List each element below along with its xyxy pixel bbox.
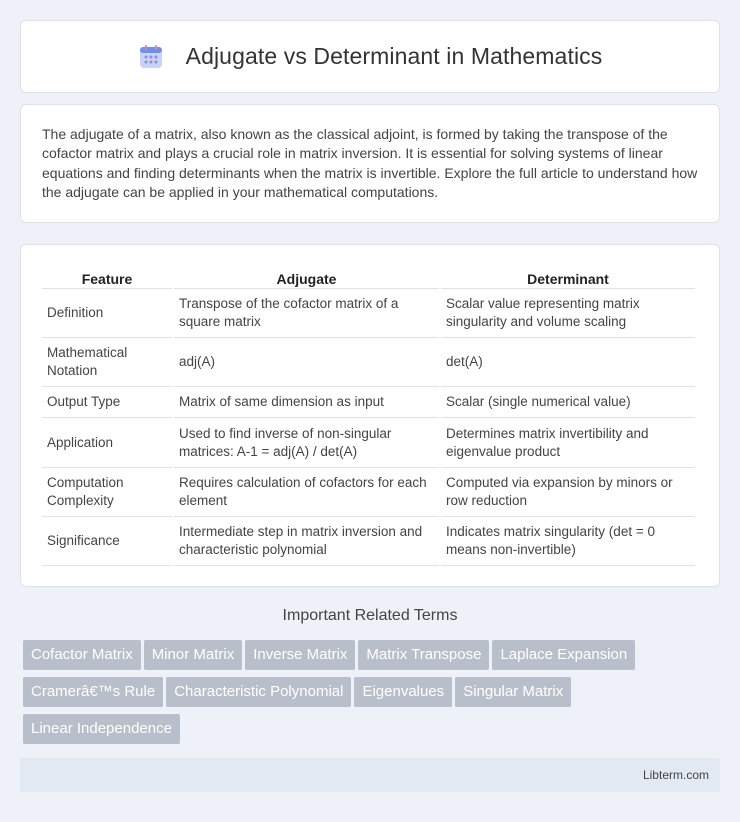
determinant-cell: Computed via expansion by minors or row reduction (441, 468, 695, 517)
table-row (42, 517, 695, 566)
table-row (42, 468, 695, 517)
related-term-tag[interactable]: Cramerâ€™s Rule (23, 677, 163, 707)
header-card (20, 20, 720, 93)
comparison-table (40, 265, 697, 566)
adjugate-cell: adj(A) (174, 338, 439, 387)
related-term-tag[interactable]: Linear Independence (23, 714, 180, 744)
related-terms-list (23, 640, 723, 751)
feature-cell: Definition (42, 289, 172, 338)
calendar-grid-icon (138, 44, 164, 70)
column-header: Adjugate (174, 265, 439, 289)
table-row (42, 418, 695, 468)
related-term-tag[interactable]: Singular Matrix (455, 677, 571, 707)
table-header-row (42, 265, 695, 289)
related-term-tag[interactable]: Laplace Expansion (492, 640, 635, 670)
determinant-cell: det(A) (441, 338, 695, 387)
intro-text: The adjugate of a matrix, also known as the classical adjoint, is formed by taking the transpose of the cofactor matrix and plays a crucial role in matrix inversion. It is essential for solving systems of linear equations and finding determinants when the matrix is invertible. Explore the full article to understand how the adjugate can be applied in your mathematical computations. (42, 126, 698, 201)
adjugate-cell: Intermediate step in matrix inversion and characteristic polynomial (174, 517, 439, 566)
related-term-tag[interactable]: Inverse Matrix (245, 640, 355, 670)
determinant-cell: Determines matrix invertibility and eigenvalue product (441, 418, 695, 468)
footer-link[interactable]: Libterm.com (642, 768, 709, 782)
feature-cell: Computation Complexity (42, 468, 172, 517)
table-row (42, 289, 695, 338)
related-terms-title: Important Related Terms (282, 607, 458, 624)
adjugate-cell: Transpose of the cofactor matrix of a square matrix (174, 289, 439, 338)
feature-cell: Output Type (42, 387, 172, 418)
adjugate-cell: Used to find inverse of non-singular matrices: A-1 = adj(A) / det(A) (174, 418, 439, 468)
related-term-tag[interactable]: Minor Matrix (144, 640, 243, 670)
feature-cell: Application (42, 418, 172, 468)
intro-card (20, 104, 720, 223)
page-title: Adjugate vs Determinant in Mathematics (185, 43, 603, 69)
related-term-tag[interactable]: Eigenvalues (354, 677, 452, 707)
related-term-tag[interactable]: Characteristic Polynomial (166, 677, 351, 707)
adjugate-cell: Requires calculation of cofactors for each element (174, 468, 439, 517)
column-header: Feature (42, 265, 172, 289)
table-row (42, 387, 695, 418)
determinant-cell: Scalar (single numerical value) (441, 387, 695, 418)
related-term-tag[interactable]: Matrix Transpose (358, 640, 489, 670)
footer (20, 758, 720, 792)
comparison-table-card (20, 244, 720, 587)
determinant-cell: Scalar value representing matrix singularity and volume scaling (441, 289, 695, 338)
table-row (42, 338, 695, 387)
feature-cell: Mathematical Notation (42, 338, 172, 387)
adjugate-cell: Matrix of same dimension as input (174, 387, 439, 418)
determinant-cell: Indicates matrix singularity (det = 0 means non-invertible) (441, 517, 695, 566)
feature-cell: Significance (42, 517, 172, 566)
column-header: Determinant (441, 265, 695, 289)
related-term-tag[interactable]: Cofactor Matrix (23, 640, 141, 670)
